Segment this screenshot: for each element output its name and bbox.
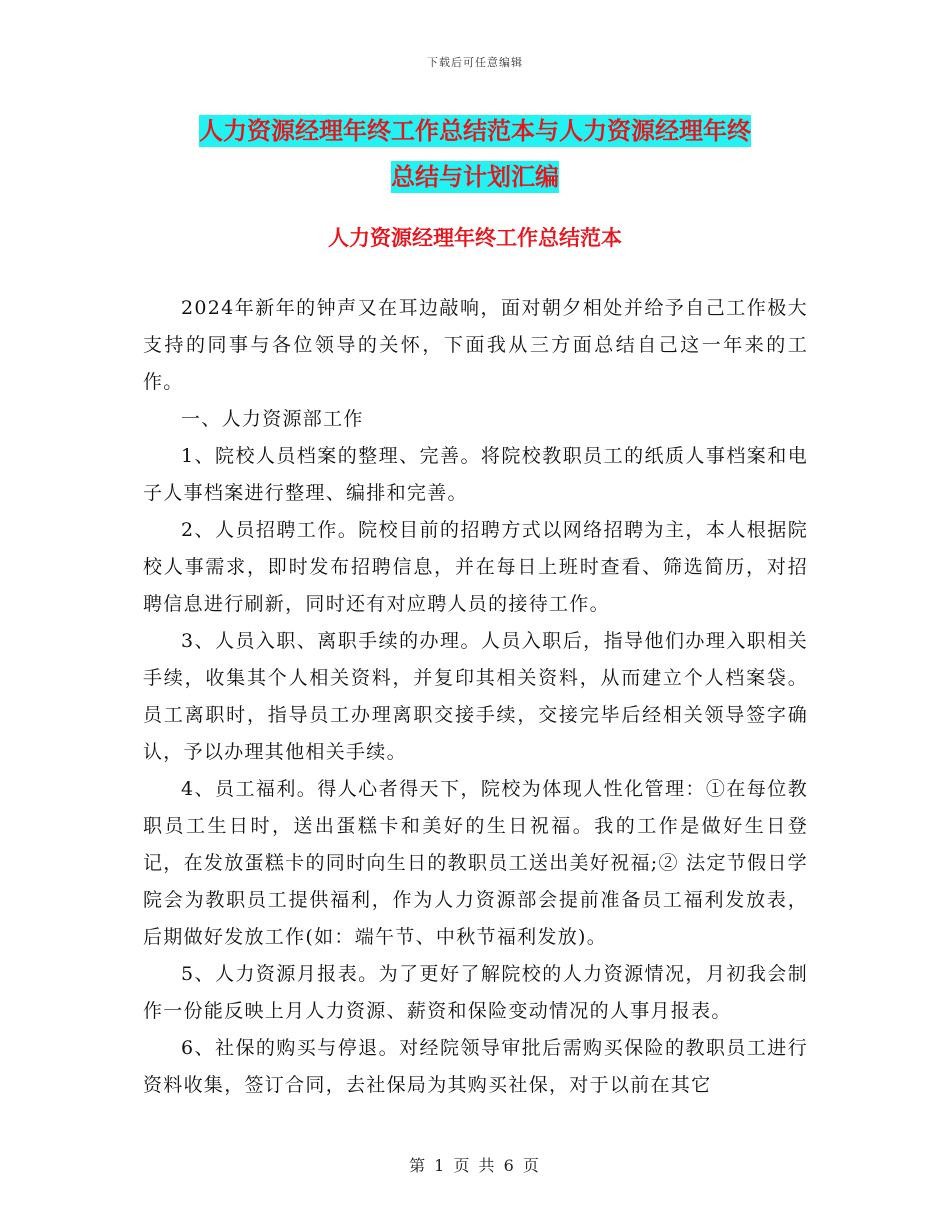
paragraph-item-5: 5、人力资源月报表。为了更好了解院校的人力资源情况，月初我会制作一份能反映上月人力资源、薪资和保险变动情况的人事月报表。 xyxy=(143,963,808,1022)
body-text xyxy=(143,290,808,1104)
document-title xyxy=(150,108,800,200)
paragraph-item-3: 3、人员入职、离职手续的办理。人员入职后，指导他们办理入职相关手续，收集其个人相关资料，并复印其相关资料，从而建立个人档案袋。员工离职时，指导员工办理离职交接手续，交接完毕后经相关领导签字确认，予以办理其他相关手续。 xyxy=(143,630,808,763)
paragraph-item-1: 1、院校人员档案的整理、完善。将院校教职员工的纸质人事档案和电子人事档案进行整理、编排和完善。 xyxy=(143,445,808,504)
paragraph-intro: 2024年新年的钟声又在耳边敲响，面对朝夕相处并给予自己工作极大支持的同事与各位领导的关怀，下面我从三方面总结自己这一年来的工作。 xyxy=(143,297,808,393)
header-note: 下载后可任意编辑 xyxy=(427,56,523,69)
document-title-line1: 人力资源经理年终工作总结范本与人力资源经理年终 xyxy=(199,117,751,145)
page-footer: 第 1 页 共 6 页 xyxy=(409,1156,541,1175)
paragraph-item-2: 2、人员招聘工作。院校目前的招聘方式以网络招聘为主，本人根据院校人事需求，即时发布招聘信息，并在每日上班时查看、筛选简历，对招聘信息进行刷新，同时还有对应聘人员的接待工作。 xyxy=(143,519,808,615)
section-title: 人力资源经理年终工作总结范本 xyxy=(328,226,622,250)
paragraph-item-4: 4、员工福利。得人心者得天下，院校为体现人性化管理：①在每位教职员工生日时，送出蛋糕卡和美好的生日祝福。我的工作是做好生日登记，在发放蛋糕卡的同时向生日的教职员工送出美好祝福;② 法定节假日学院会为教职员工提供福利，作为人力资源部会提前准备员工福利发放表，后期做好发放工作(如：端午节、中秋节福利发放)。 xyxy=(143,778,808,948)
paragraph-heading-hr: 一、人力资源部工作 xyxy=(181,408,364,430)
document-title-line2: 总结与计划汇编 xyxy=(391,163,559,191)
paragraph-item-6: 6、社保的购买与停退。对经院领导审批后需购买保险的教职员工进行资料收集，签订合同，去社保局为其购买社保，对于以前在其它 xyxy=(143,1037,808,1096)
